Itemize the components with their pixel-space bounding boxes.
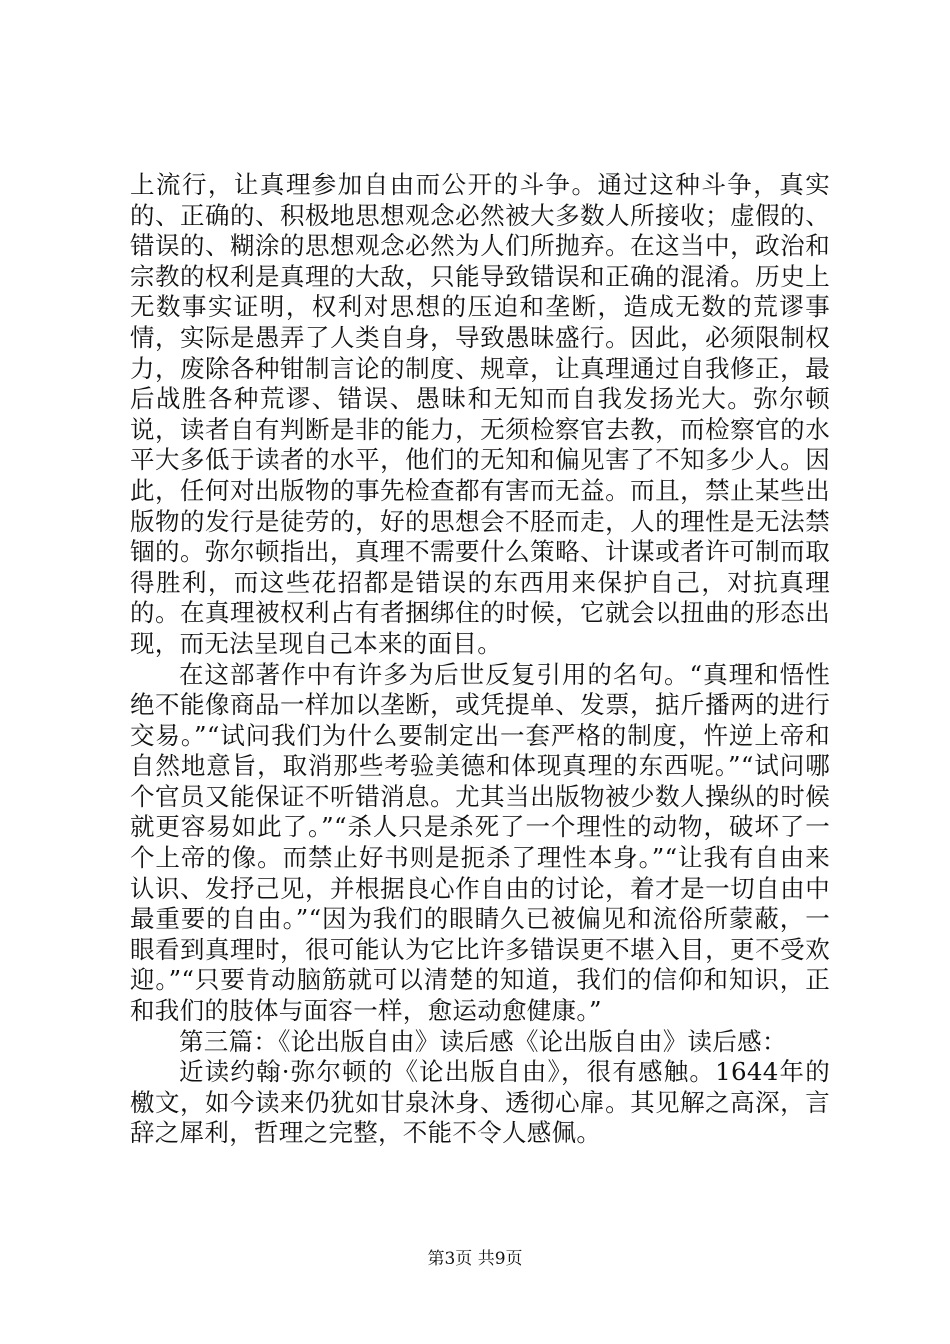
paragraph-intro: 近读约翰·弥尔顿的《论出版自由》，很有感触。1644年的檄文，如今读来仍犹如甘泉沐身、透彻心扉。其见解之高深，言辞之犀利，哲理之完整，不能不令人感佩。 (130, 1057, 830, 1148)
section-heading: 第三篇：《论出版自由》读后感《论出版自由》读后感： (179, 1026, 787, 1056)
document-body (130, 170, 830, 1149)
page-number: 第3页 共9页 (427, 1249, 523, 1269)
paragraph-famous-quotes: 在这部著作中有许多为后世反复引用的名句。“真理和悟性绝不能像商品一样加以垄断，或凭提单、发票，掂斤播两的进行交易。”“试问我们为什么要制定出一套严格的制度，忤逆上帝和自然地意旨，取消那些考验美德和体现真理的东西呢。”“试问哪个官员又能保证不听错消息。尤其当出版物被少数人操纵的时候就更容易如此了。”“杀人只是杀死了一个理性的动物，破坏了一个上帝的像。而禁止好书则是扼杀了理性本身。”“让我有自由来认识、发抒己见，并根据良心作自由的讨论，着才是一切自由中最重要的自由。”“因为我们的眼睛久已被偏见和流俗所蒙蔽，一眼看到真理时，很可能认为它比许多错误更不堪入目，更不受欢迎。”“只要肯动脑筋就可以清楚的知道，我们的信仰和知识，正和我们的肢体与面容一样，愈运动愈健康。” (130, 659, 830, 1026)
paragraph-continuation: 上流行，让真理参加自由而公开的斗争。通过这种斗争，真实的、正确的、积极地思想观念必然被大多数人所接收；虚假的、错误的、糊涂的思想观念必然为人们所抛弃。在这当中，政治和宗教的权利是真理的大敌，只能导致错误和正确的混淆。历史上无数事实证明，权利对思想的压迫和垄断，造成无数的荒谬事情，实际是愚弄了人类自身，导致愚昧盛行。因此，必须限制权力，废除各种钳制言论的制度、规章，让真理通过自我修正，最后战胜各种荒谬、错误、愚昧和无知而自我发扬光大。弥尔顿说，读者自有判断是非的能力，无须检察官去教，而检察官的水平大多低于读者的水平，他们的无知和偏见害了不知多少人。因此，任何对出版物的事先检查都有害而无益。而且，禁止某些出版物的发行是徒劳的，好的思想会不胫而走，人的理性是无法禁锢的。弥尔顿指出，真理不需要什么策略、计谋或者许可制而取得胜利，而这些花招都是错误的东西用来保护自己，对抗真理的。在真理被权利占有者捆绑住的时候，它就会以扭曲的形态出现，而无法呈现自己本来的面目。 (130, 170, 830, 658)
